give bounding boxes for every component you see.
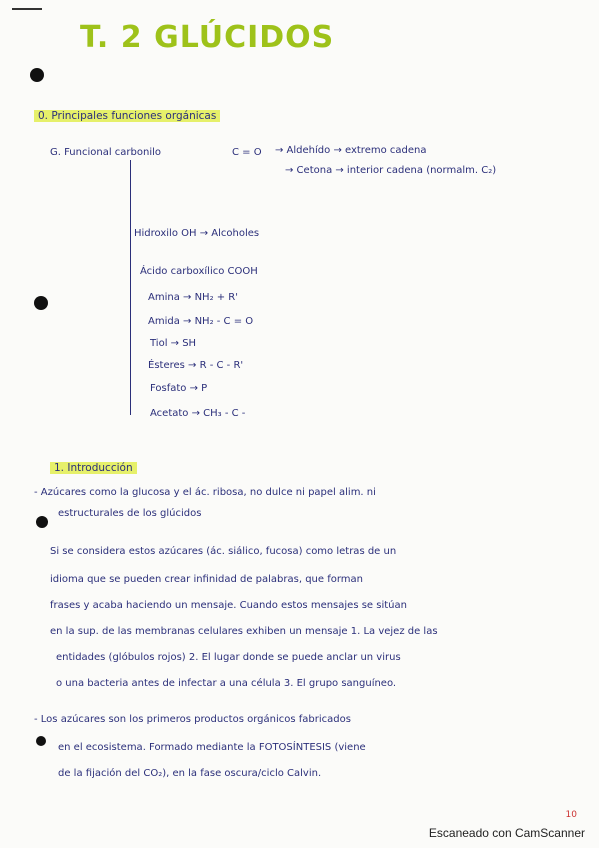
intro-p3-line2: en el ecosistema. Formado mediante la FOTOSÍNTESIS (viene <box>58 742 366 753</box>
branch-tiol: Tiol → SH <box>150 338 197 349</box>
binder-hole-bottom <box>36 516 48 528</box>
ink-dot <box>36 736 46 746</box>
page-number: 10 <box>565 810 577 820</box>
branch-acetato: Acetato → CH₃ - C - <box>150 408 246 419</box>
branch-hidroxilo: Hidroxilo OH → Alcoholes <box>134 228 260 239</box>
branch-line <box>130 160 131 415</box>
branch-acido: Ácido carboxílico COOH <box>140 266 258 277</box>
binder-hole-top <box>30 68 44 82</box>
scan-mark <box>12 8 42 10</box>
section-heading-intro: 1. Introducción <box>50 462 137 474</box>
aldehido-line: → Aldehído → extremo cadena <box>275 145 427 156</box>
intro-p2-line4: en la sup. de las membranas celulares exhiben un mensaje 1. La vejez de las <box>50 626 438 637</box>
branch-fosfato: Fosfato → P <box>150 383 208 394</box>
binder-hole-middle <box>34 296 48 310</box>
cetona-line: → Cetona → interior cadena (normalm. C₂) <box>285 165 497 176</box>
carbonilo-formula: C = O <box>232 147 262 158</box>
intro-p1-line1: - Azúcares como la glucosa y el ác. ribosa, no dulce ni papel alim. ni <box>34 487 376 498</box>
branch-amina: Amina → NH₂ + R' <box>148 292 239 303</box>
intro-p1-line2: estructurales de los glúcidos <box>58 508 202 519</box>
page-title: T. 2 GLÚCIDOS <box>80 20 335 55</box>
intro-p3-line1: - Los azúcares son los primeros productos orgánicos fabricados <box>34 714 351 725</box>
intro-p2-line1: Si se considera estos azúcares (ác. siálico, fucosa) como letras de un <box>50 546 397 557</box>
branch-amida: Amida → NH₂ - C = O <box>148 316 254 327</box>
camscanner-watermark: Escaneado con CamScanner <box>428 826 585 840</box>
intro-p2-line2: idioma que se pueden crear infinidad de palabras, que forman <box>50 574 363 585</box>
carbonilo-label: G. Funcional carbonilo <box>50 147 162 158</box>
intro-p3-line3: de la fijación del CO₂), en la fase oscura/ciclo Calvin. <box>58 768 322 779</box>
branch-esteres: Ésteres → R - C - R' <box>148 360 244 371</box>
section-heading-functions: 0. Principales funciones orgánicas <box>34 110 220 122</box>
intro-p2-line6: o una bacteria antes de infectar a una célula 3. El grupo sanguíneo. <box>56 678 397 689</box>
intro-p2-line5: entidades (glóbulos rojos) 2. El lugar donde se puede anclar un virus <box>56 652 401 663</box>
intro-p2-line3: frases y acaba haciendo un mensaje. Cuando estos mensajes se sitúan <box>50 600 407 611</box>
